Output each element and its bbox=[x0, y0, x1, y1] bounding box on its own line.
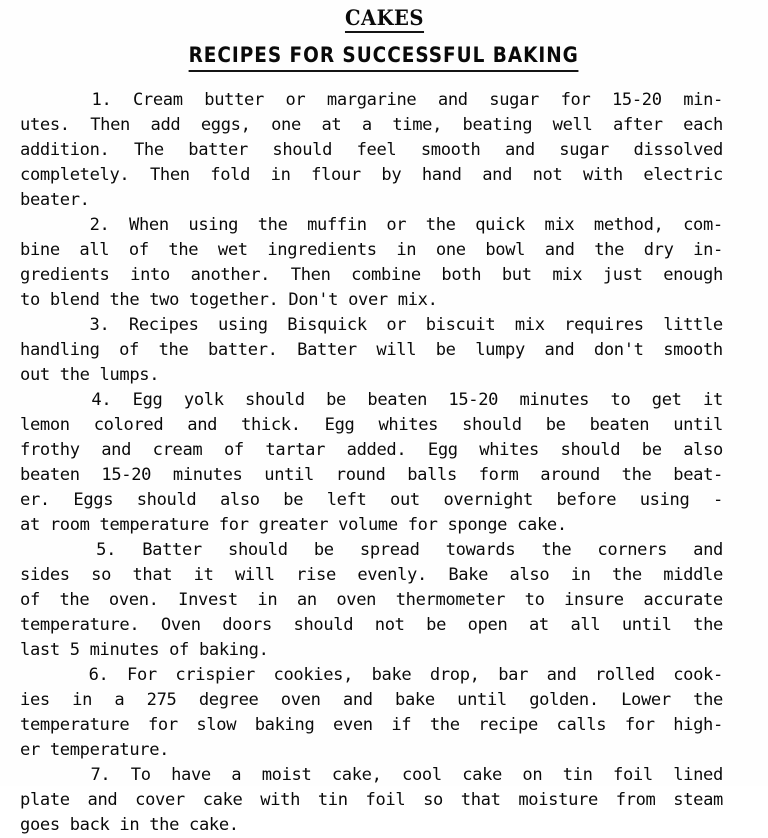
word: Lower bbox=[621, 690, 671, 710]
word: in bbox=[570, 565, 591, 585]
word: Batter bbox=[142, 540, 202, 560]
word: foil bbox=[365, 790, 406, 810]
word: fold bbox=[210, 165, 251, 185]
word: biscuit bbox=[425, 315, 496, 335]
word: foil bbox=[613, 765, 653, 785]
word: should bbox=[462, 415, 522, 435]
word: enough bbox=[663, 265, 723, 285]
paragraph-indent bbox=[20, 763, 70, 788]
word: overnight bbox=[443, 490, 533, 510]
word: degree bbox=[198, 690, 259, 710]
word: in bbox=[257, 590, 278, 610]
page-title: CAKES bbox=[345, 7, 424, 33]
text-line bbox=[20, 713, 723, 738]
word: an bbox=[296, 590, 317, 610]
word: minutes bbox=[519, 390, 590, 410]
word: be bbox=[283, 490, 304, 510]
word: with bbox=[260, 790, 301, 810]
text-line: out the lumps. bbox=[20, 365, 160, 385]
word: Bisquick bbox=[287, 315, 367, 335]
word: cookies, bbox=[273, 665, 354, 685]
word: even bbox=[332, 715, 373, 735]
word: all bbox=[570, 615, 601, 635]
word: bar bbox=[498, 665, 529, 685]
text-line bbox=[20, 613, 723, 638]
word: whites bbox=[479, 440, 539, 460]
text-line: goes back in the cake. bbox=[20, 815, 239, 835]
word: to bbox=[610, 390, 631, 410]
word: lumpy bbox=[475, 340, 525, 360]
word: doors bbox=[222, 615, 272, 635]
word: mix bbox=[552, 265, 583, 285]
word: The bbox=[133, 140, 164, 160]
word: all bbox=[79, 240, 110, 260]
tip-paragraph bbox=[20, 213, 723, 313]
word: the bbox=[429, 715, 460, 735]
text-line: er temperature. bbox=[20, 740, 170, 760]
word: by bbox=[381, 165, 402, 185]
word: tin bbox=[317, 790, 348, 810]
paragraph-indent bbox=[20, 663, 70, 688]
word: a bbox=[114, 690, 125, 710]
word: smooth bbox=[420, 140, 481, 160]
word: temperature bbox=[20, 715, 130, 735]
word: cake, bbox=[331, 765, 382, 785]
word: baking bbox=[254, 715, 315, 735]
word: yolk bbox=[183, 390, 224, 410]
word: and bbox=[504, 140, 535, 160]
word: For bbox=[127, 665, 157, 685]
paragraph-indent bbox=[20, 88, 70, 113]
word: should bbox=[136, 490, 197, 510]
word: 1. bbox=[91, 90, 112, 110]
word: that bbox=[132, 565, 173, 585]
word: bowl bbox=[485, 240, 526, 260]
word: each bbox=[683, 115, 723, 135]
word: and bbox=[546, 665, 577, 685]
word: - bbox=[712, 490, 723, 510]
word: of bbox=[119, 340, 139, 360]
word: be bbox=[313, 540, 334, 560]
word: Egg bbox=[324, 415, 355, 435]
word: beaten bbox=[589, 415, 650, 435]
word: will bbox=[234, 565, 275, 585]
word: and bbox=[544, 240, 575, 260]
word: beating bbox=[462, 115, 533, 135]
word: Recipes bbox=[128, 315, 199, 335]
word: one bbox=[435, 240, 466, 260]
word: around bbox=[540, 465, 600, 485]
word: Batter bbox=[297, 340, 357, 360]
word: a bbox=[361, 115, 372, 135]
word: rolled bbox=[594, 665, 655, 685]
word: moisture bbox=[518, 790, 598, 810]
text-line bbox=[20, 488, 723, 513]
word: have bbox=[171, 765, 211, 785]
word: and bbox=[693, 540, 723, 560]
text-line: at room temperature for greater volume for sponge cake. bbox=[20, 515, 567, 535]
word: also bbox=[509, 565, 550, 585]
tip-paragraph bbox=[20, 88, 723, 213]
word: muffin bbox=[307, 215, 367, 235]
word: the bbox=[693, 615, 723, 635]
word: should bbox=[272, 140, 333, 160]
word: thermometer bbox=[395, 590, 506, 610]
word: and bbox=[437, 90, 468, 110]
word: not bbox=[532, 165, 563, 185]
word: on bbox=[522, 765, 543, 785]
paragraph-indent bbox=[20, 213, 70, 238]
tip-paragraph bbox=[20, 538, 723, 663]
word: method, bbox=[593, 215, 664, 235]
word: cover bbox=[135, 790, 185, 810]
word: the bbox=[612, 565, 642, 585]
word: insure bbox=[564, 590, 624, 610]
word: Bake bbox=[448, 565, 489, 585]
word: beaten bbox=[20, 465, 80, 485]
word: recipe bbox=[478, 715, 538, 735]
word: using bbox=[218, 315, 268, 335]
word: should bbox=[293, 615, 354, 635]
text-line bbox=[20, 538, 723, 563]
word: hand bbox=[421, 165, 462, 185]
word: minutes bbox=[172, 465, 243, 485]
text-line bbox=[20, 163, 723, 188]
word: high- bbox=[673, 715, 723, 735]
word: and bbox=[482, 165, 513, 185]
word: beat- bbox=[673, 465, 723, 485]
word: until bbox=[457, 690, 507, 710]
word: with bbox=[583, 165, 623, 185]
word: tin bbox=[562, 765, 593, 785]
text-line bbox=[20, 238, 723, 263]
paragraph-indent bbox=[20, 538, 70, 563]
word: and bbox=[544, 340, 575, 360]
word: wet bbox=[217, 240, 248, 260]
word: to bbox=[524, 590, 545, 610]
word: whites bbox=[378, 415, 439, 435]
word: the bbox=[158, 340, 189, 360]
word: 3. bbox=[89, 315, 110, 335]
text-line bbox=[20, 338, 723, 363]
word: out bbox=[390, 490, 420, 510]
word: bine bbox=[20, 240, 60, 260]
word: should bbox=[228, 540, 288, 560]
word: thick. bbox=[241, 415, 301, 435]
word: get bbox=[651, 390, 682, 410]
text-line bbox=[20, 463, 723, 488]
word: for bbox=[560, 90, 591, 110]
text-line bbox=[20, 763, 723, 788]
word: time, bbox=[392, 115, 443, 135]
word: but bbox=[501, 265, 532, 285]
text-line bbox=[20, 688, 723, 713]
text-line: last 5 minutes of baking. bbox=[20, 640, 269, 660]
word: butter bbox=[204, 90, 264, 110]
text-line bbox=[20, 563, 723, 588]
word: completely. bbox=[20, 165, 130, 185]
word: addition. bbox=[20, 140, 110, 160]
page-subtitle: RECIPES FOR SUCCESSFUL BAKING bbox=[189, 45, 579, 72]
word: using bbox=[639, 490, 690, 510]
word: and bbox=[342, 690, 373, 710]
recipe-tips-body bbox=[20, 88, 723, 838]
tip-paragraph bbox=[20, 663, 723, 763]
word: not bbox=[374, 615, 405, 635]
word: it bbox=[703, 390, 723, 410]
word: the bbox=[59, 590, 90, 610]
word: so bbox=[91, 565, 112, 585]
tip-paragraph bbox=[20, 313, 723, 388]
word: batter bbox=[188, 140, 248, 160]
word: sugar bbox=[489, 90, 540, 110]
word: of bbox=[128, 240, 149, 260]
text-line bbox=[20, 388, 723, 413]
word: using bbox=[188, 215, 239, 235]
word: cake bbox=[462, 765, 502, 785]
word: until bbox=[621, 615, 672, 635]
word: 15-20 bbox=[611, 90, 662, 110]
word: flour bbox=[311, 165, 361, 185]
word: the bbox=[257, 215, 288, 235]
word: crispier bbox=[175, 665, 255, 685]
word: oven bbox=[280, 690, 321, 710]
word: 2. bbox=[89, 215, 110, 235]
text-line: beater. bbox=[20, 190, 90, 210]
word: middle bbox=[663, 565, 723, 585]
word: accurate bbox=[643, 590, 723, 610]
text-line bbox=[20, 788, 723, 813]
word: or bbox=[386, 215, 407, 235]
word: oven bbox=[336, 590, 377, 610]
word: frothy bbox=[20, 440, 80, 460]
text-line bbox=[20, 413, 723, 438]
tip-paragraph bbox=[20, 388, 723, 538]
word: open bbox=[467, 615, 508, 635]
word: smooth bbox=[663, 340, 723, 360]
word: Then bbox=[90, 115, 130, 135]
word: before bbox=[556, 490, 617, 510]
word: form bbox=[478, 465, 519, 485]
word: and bbox=[187, 415, 218, 435]
word: drop, bbox=[429, 665, 480, 685]
word: Then bbox=[149, 165, 190, 185]
word: dissolved bbox=[633, 140, 723, 160]
word: for bbox=[147, 715, 178, 735]
word: of bbox=[20, 590, 40, 610]
word: add bbox=[150, 115, 181, 135]
paragraph-indent bbox=[20, 313, 70, 338]
word: calls bbox=[556, 715, 607, 735]
word: added. bbox=[346, 440, 407, 460]
text-line bbox=[20, 88, 723, 113]
word: left bbox=[326, 490, 367, 510]
word: oven. bbox=[108, 590, 159, 610]
word: so bbox=[423, 790, 443, 810]
word: handling bbox=[20, 340, 100, 360]
word: well bbox=[552, 115, 593, 135]
text-line bbox=[20, 438, 723, 463]
word: Egg bbox=[132, 390, 163, 410]
word: until bbox=[264, 465, 314, 485]
text-line bbox=[20, 313, 723, 338]
word: margarine bbox=[326, 90, 417, 110]
word: from bbox=[615, 790, 656, 810]
word: Oven bbox=[160, 615, 201, 635]
word: and bbox=[87, 790, 118, 810]
word: little bbox=[663, 315, 723, 335]
word: the bbox=[541, 540, 572, 560]
word: moist bbox=[261, 765, 312, 785]
word: for bbox=[624, 715, 655, 735]
word: after bbox=[612, 115, 663, 135]
word: cream bbox=[152, 440, 203, 460]
word: cake bbox=[202, 790, 243, 810]
word: if bbox=[391, 715, 412, 735]
word: corners bbox=[597, 540, 668, 560]
word: don't bbox=[593, 340, 644, 360]
text-line: to blend the two together. Don't over mix. bbox=[20, 290, 438, 310]
word: To bbox=[130, 765, 151, 785]
word: lemon bbox=[20, 415, 70, 435]
word: 6. bbox=[88, 665, 109, 685]
word: eggs, bbox=[200, 115, 251, 135]
word: will bbox=[376, 340, 417, 360]
word: be bbox=[641, 440, 662, 460]
word: temperature. bbox=[20, 615, 140, 635]
word: electric bbox=[643, 165, 723, 185]
word: be bbox=[435, 340, 456, 360]
word: lined bbox=[673, 765, 723, 785]
word: quick bbox=[475, 215, 525, 235]
word: the bbox=[168, 240, 199, 260]
word: evenly. bbox=[357, 565, 427, 585]
word: When bbox=[129, 215, 169, 235]
word: requires bbox=[564, 315, 644, 335]
word: in bbox=[72, 690, 93, 710]
text-line bbox=[20, 663, 723, 688]
word: both bbox=[441, 265, 482, 285]
word: combine bbox=[351, 265, 421, 285]
word: be bbox=[326, 390, 346, 410]
word: and bbox=[101, 440, 132, 460]
word: cool bbox=[402, 765, 442, 785]
text-line bbox=[20, 263, 723, 288]
word: plate bbox=[20, 790, 70, 810]
word: 15-20 bbox=[101, 465, 152, 485]
word: in bbox=[270, 165, 291, 185]
word: Eggs bbox=[73, 490, 114, 510]
word: into bbox=[130, 265, 170, 285]
word: spread bbox=[359, 540, 420, 560]
word: slow bbox=[196, 715, 237, 735]
text-line bbox=[20, 588, 723, 613]
word: Then bbox=[290, 265, 331, 285]
word: Egg bbox=[427, 440, 458, 460]
word: towards bbox=[445, 540, 516, 560]
word: be bbox=[426, 615, 447, 635]
word: 7. bbox=[90, 765, 111, 785]
word: the bbox=[594, 240, 625, 260]
text-line bbox=[20, 213, 723, 238]
word: colored bbox=[93, 415, 164, 435]
word: should bbox=[560, 440, 621, 460]
word: mix bbox=[514, 315, 545, 335]
word: mix bbox=[544, 215, 575, 235]
word: a bbox=[231, 765, 242, 785]
word: bake bbox=[395, 690, 435, 710]
word: batter. bbox=[207, 340, 278, 360]
word: of bbox=[223, 440, 244, 460]
word: bake bbox=[371, 665, 412, 685]
word: min- bbox=[683, 90, 723, 110]
word: another. bbox=[190, 265, 271, 285]
word: tartar bbox=[265, 440, 326, 460]
word: steam bbox=[673, 790, 723, 810]
word: 4. bbox=[91, 390, 112, 410]
word: ies bbox=[20, 690, 50, 710]
word: Cream bbox=[132, 90, 183, 110]
word: be bbox=[545, 415, 566, 435]
word: balls bbox=[407, 465, 457, 485]
word: rise bbox=[296, 565, 336, 585]
word: in- bbox=[693, 240, 723, 260]
word: gredients bbox=[20, 265, 110, 285]
word: also bbox=[219, 490, 260, 510]
word: the bbox=[693, 690, 723, 710]
word: also bbox=[683, 440, 723, 460]
text-line bbox=[20, 138, 723, 163]
word: feel bbox=[356, 140, 397, 160]
word: dry bbox=[643, 240, 674, 260]
word: round bbox=[335, 465, 386, 485]
word: sides bbox=[20, 565, 70, 585]
word: utes. bbox=[20, 115, 70, 135]
word: until bbox=[673, 415, 723, 435]
word: 15-20 bbox=[448, 390, 499, 410]
word: should bbox=[245, 390, 305, 410]
word: beaten bbox=[367, 390, 428, 410]
word: 275 bbox=[146, 690, 177, 710]
word: just bbox=[602, 265, 643, 285]
word: that bbox=[460, 790, 501, 810]
word: ingredients bbox=[267, 240, 377, 260]
word: or bbox=[285, 90, 306, 110]
word: one bbox=[271, 115, 301, 135]
word: sugar bbox=[559, 140, 609, 160]
word: cook- bbox=[673, 665, 723, 685]
word: or bbox=[386, 315, 407, 335]
word: Invest bbox=[178, 590, 238, 610]
word: com- bbox=[683, 215, 723, 235]
word: 5. bbox=[96, 540, 117, 560]
word: at bbox=[321, 115, 342, 135]
word: er. bbox=[20, 490, 50, 510]
word: at bbox=[528, 615, 549, 635]
word: it bbox=[193, 565, 214, 585]
word: golden. bbox=[529, 690, 599, 710]
text-line bbox=[20, 113, 723, 138]
page-title-container bbox=[0, 7, 768, 33]
paragraph-indent bbox=[20, 388, 70, 413]
word: the bbox=[621, 465, 652, 485]
word: in bbox=[396, 240, 417, 260]
tip-paragraph bbox=[20, 763, 723, 838]
page-subtitle-container bbox=[0, 45, 768, 72]
word: the bbox=[425, 215, 456, 235]
